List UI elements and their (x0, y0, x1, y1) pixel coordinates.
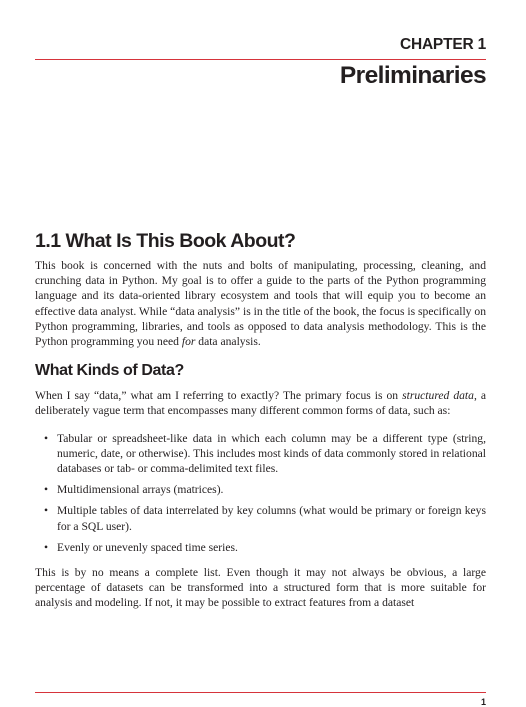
text-run: data analysis. (195, 335, 261, 349)
footer-rule (35, 692, 486, 693)
bullet-icon: • (44, 540, 49, 554)
bullet-icon: • (44, 483, 49, 497)
list-item (44, 431, 486, 477)
list-item (44, 482, 486, 497)
text-run: , a deliberately vague term that encompasses many different common forms of data, such as: (35, 389, 486, 418)
page-number: 1 (480, 697, 486, 707)
closing-paragraph: This is by no means a complete list. Even though it may not always be obvious, a large percentage of datasets can be transformed into a structured form that is more suitable for analysis and modeling. If not, it may be possible to extract features from a dataset (35, 566, 486, 610)
emphasis-text: structured data (402, 389, 474, 403)
list-item (44, 503, 486, 533)
text-run: This book is concerned with the nuts and bolts of manipulating, processing, cleaning, and crunching data in Python. My goal is to offer a guide to the parts of the Python programming language and its data-oriented library ecosystem and tools that will equip you to become an effective data analyst. While “data analysis” is in the title of the book, the focus is specifically on Python programming, libraries, and tools as opposed to data analysis methodology. This is the Python programming you need (35, 259, 486, 349)
section-heading: 1.1 What Is This Book About? (35, 230, 296, 252)
text-run: When I say “data,” what am I referring to exactly? The primary focus is on (35, 389, 403, 403)
list-item-text: Tabular or spreadsheet-like data in which each column may be a different type (string, numeric, date, or otherwise). This includes most kinds of data commonly stored in relational databases or tab- or comma-delimited text files. (57, 431, 486, 476)
list-item-text: Evenly or unevenly spaced time series. (57, 540, 238, 554)
list-item-text: Multidimensional arrays (matrices). (57, 483, 224, 497)
bullet-icon: • (44, 504, 49, 518)
emphasis-text: for (181, 335, 196, 349)
bullet-icon: • (44, 431, 49, 445)
subsection-heading: What Kinds of Data? (35, 362, 184, 380)
list-item-text: Multiple tables of data interrelated by key columns (what would be primary or foreign keys for a SQL user). (57, 504, 486, 533)
section-paragraph (35, 258, 486, 349)
chapter-label: CHAPTER 1 (399, 36, 486, 53)
list-item (44, 540, 486, 555)
chapter-rule (35, 59, 486, 60)
page-content (35, 228, 486, 611)
data-kinds-list (35, 431, 486, 555)
chapter-title: Preliminaries (339, 62, 486, 89)
subsection-intro (35, 388, 486, 418)
